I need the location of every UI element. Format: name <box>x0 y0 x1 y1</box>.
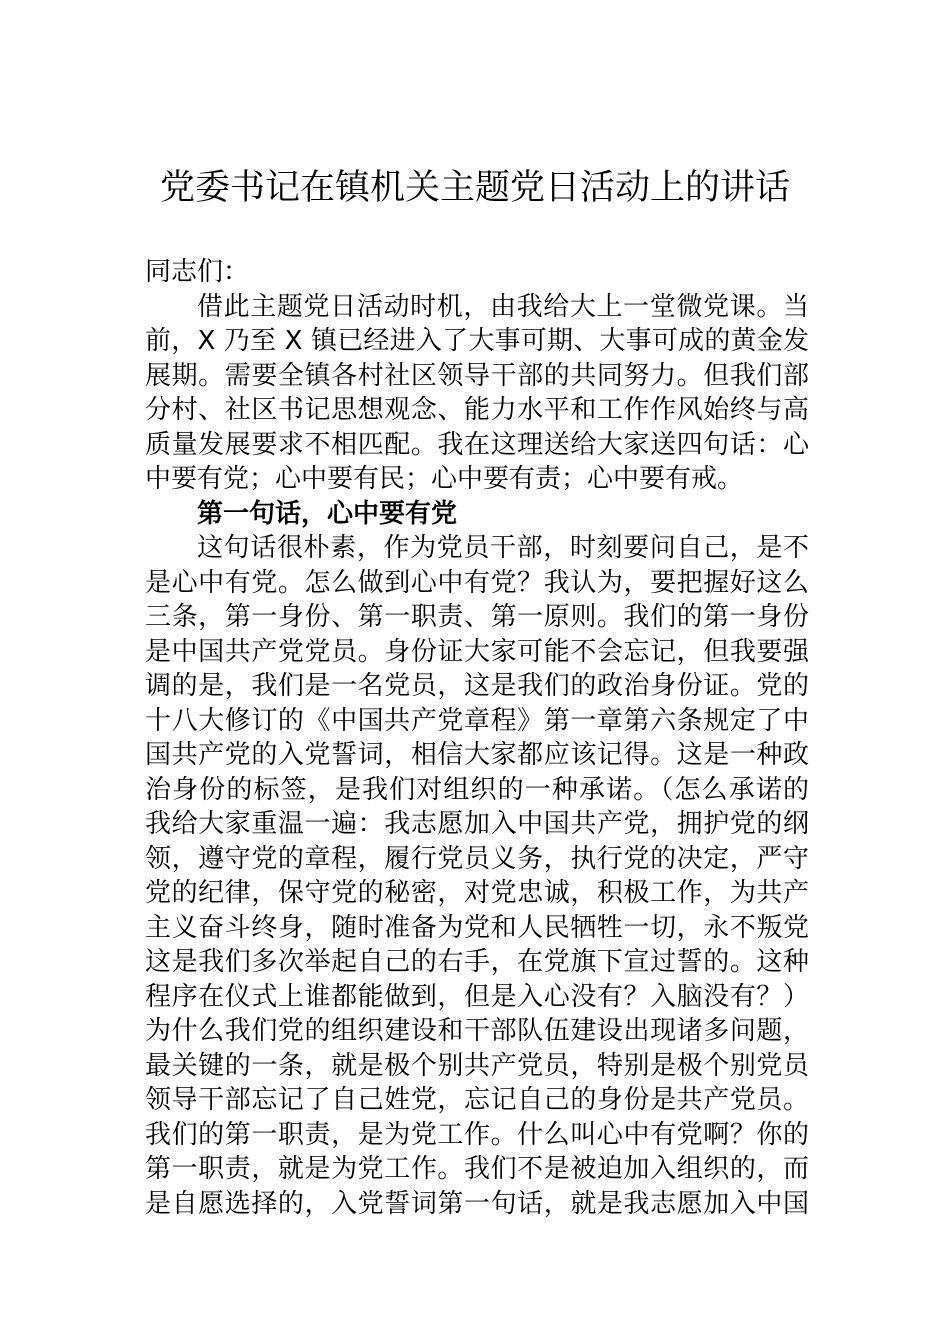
section-heading: 第一句话，心中要有党 <box>197 498 458 529</box>
paragraph-line: 为什么我们党的组织建设和干部队伍建设出现诸多问题， <box>145 1016 809 1046</box>
paragraph-line: 是自愿选择的，入党誓词第一句话，就是我志愿加入中国 <box>145 1188 809 1219</box>
paragraph-line: 治身份的标签，是我们对组织的一种承诺。（怎么承诺的 <box>145 774 809 805</box>
paragraph-line: 领导干部忘记了自己姓党，忘记自己的身份是共产党员。 <box>145 1085 809 1115</box>
paragraph-line: 借此主题党日活动时机，由我给大上一堂微党课。当 <box>197 291 809 322</box>
paragraph-line: 主义奋斗终身，随时准备为党和人民牺牲一切，永不叛党 <box>145 912 809 943</box>
paragraph-line: 展期。需要全镇各村社区领导干部的共同努力。但我们部 <box>145 360 809 391</box>
paragraph-line: 前，X 乃至 X 镇已经进入了大事可期、大事可成的黄金发 <box>145 326 809 356</box>
paragraph-line: 三条，第一身份、第一职责、第一原则。我们的第一身份 <box>145 602 809 632</box>
salutation: 同志们： <box>145 257 250 287</box>
paragraph-line: 这句话很朴素，作为党员干部，时刻要问自己，是不 <box>197 533 809 563</box>
paragraph-line: 我给大家重温一遍：我志愿加入中国共产党，拥护党的纲 <box>145 809 809 839</box>
paragraph-line: 分村、社区书记思想观念、能力水平和工作作风始终与高 <box>145 395 809 425</box>
paragraph-line: 我们的第一职责，是为党工作。什么叫心中有党啊？你的 <box>145 1119 809 1150</box>
paragraph-line: 领，遵守党的章程，履行党员义务，执行党的决定，严守 <box>145 843 809 874</box>
paragraph-line: 质量发展要求不相匹配。我在这理送给大家送四句话：心 <box>145 429 809 460</box>
paragraph-line: 十八大修订的《中国共产党章程》第一章第六条规定了中 <box>145 705 809 736</box>
paragraph-line: 这是我们多次举起自己的右手，在党旗下宣过誓的。这种 <box>145 947 809 977</box>
paragraph-line: 中要有党；心中要有民；心中要有责；心中要有戒。 <box>145 464 744 494</box>
paragraph-line: 最关键的一条，就是极个别共产党员，特别是极个别党员 <box>145 1050 809 1081</box>
paragraph-line: 程序在仪式上谁都能做到，但是入心没有？入脑没有？） <box>145 981 809 1012</box>
paragraph-line: 是心中有党。怎么做到心中有党？我认为，要把握好这么 <box>145 567 809 598</box>
paragraph-line: 党的纪律，保守党的秘密，对党忠诚，积极工作，为共产 <box>145 878 809 908</box>
document-title: 党委书记在镇机关主题党日活动上的讲话 <box>159 168 790 208</box>
paragraph-line: 国共产党的入党誓词，相信大家都应该记得。这是一种政 <box>145 740 809 770</box>
paragraph-line: 第一职责，就是为党工作。我们不是被迫加入组织的，而 <box>145 1154 809 1184</box>
paragraph-line: 调的是，我们是一名党员，这是我们的政治身份证。党的 <box>145 671 809 701</box>
paragraph-line: 是中国共产党党员。身份证大家可能不会忘记，但我要强 <box>145 636 809 667</box>
document-body <box>145 255 809 1221</box>
